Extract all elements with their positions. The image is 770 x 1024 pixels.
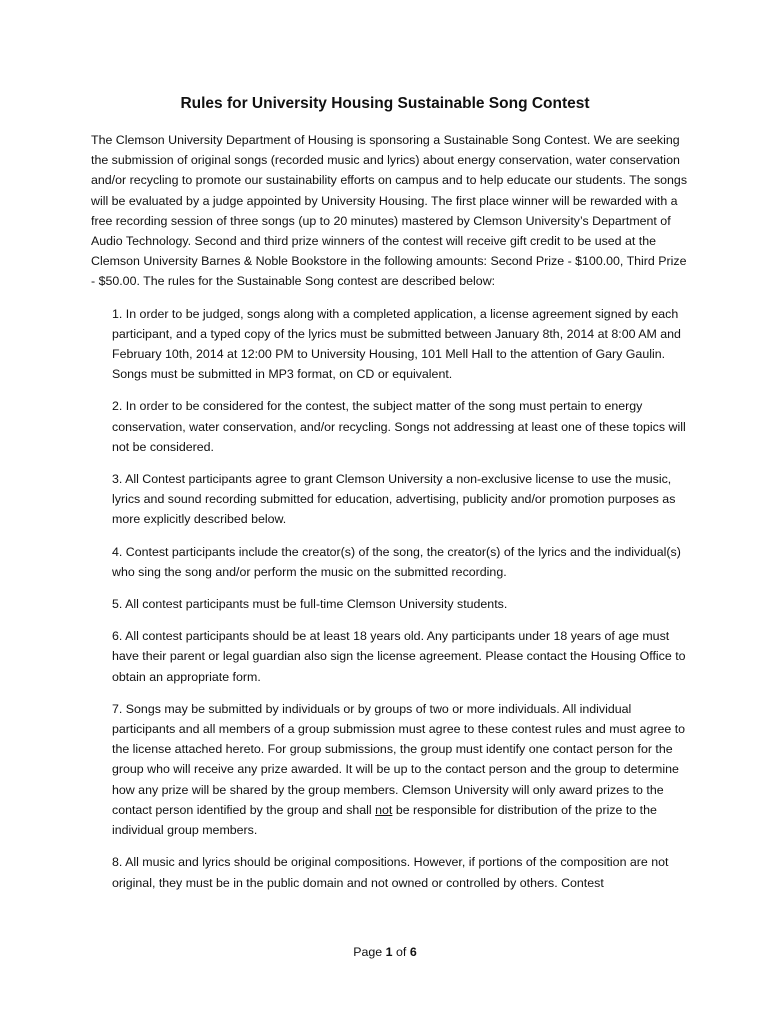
rule-7-text-after: be responsible for distribution of the prize to the individual group members. [112, 802, 657, 838]
rule-8: 8. All music and lyrics should be original compositions. However, if portions of the composition are not original, they must be in the public domain and not owned or controlled by others. Contest [112, 855, 669, 890]
rule-1: 1. In order to be judged, songs along with a completed application, a license agreement signed by each participant, and a typed copy of the lyrics must be submitted between January 8th, 2014 at 8:00 AM and February 10th, 2014 at 12:00 PM to University Housing, 101 Mell Hall to the attention of Gary Gaulin. Songs must be submitted in MP3 format, on CD or equivalent. [112, 306, 681, 382]
of-word: of [396, 945, 407, 959]
document-body [91, 130, 691, 905]
page-footer [0, 943, 770, 961]
rule-5: 5. All contest participants must be full-time Clemson University students. [112, 597, 508, 612]
rule-6: 6. All contest participants should be at least 18 years old. Any participants under 18 years of age must have their parent or legal guardian also sign the license agreement. Please contact the Housing Office to obtain an appropriate form. [112, 629, 686, 684]
rule-3: 3. All Contest participants agree to grant Clemson University a non-exclusive license to use the music, lyrics and sound recording submitted for education, advertising, publicity and/or promotion purposes as more explicitly described below. [112, 472, 676, 527]
rule-2: 2. In order to be considered for the contest, the subject matter of the song must pertain to energy conservation, water conservation, and/or recycling. Songs not addressing at least one of these topics will not be considered. [112, 399, 686, 454]
rule-7 [112, 699, 691, 840]
page-word: Page [353, 945, 383, 959]
rule-7-text-before: 7. Songs may be submitted by individuals or by groups of two or more individuals. All individual participants and all members of a group submission must agree to these contest rules and must agree to the license attached hereto. For group submissions, the group must identify one contact person for the group who will receive any prize awarded. It will be up to the contact person and the group to determine how any prize will be shared by the group members. Clemson University will only award prizes to the contact person identified by the group and shall [112, 701, 686, 817]
page-total-number: 6 [409, 945, 417, 959]
intro-paragraph: The Clemson University Department of Housing is sponsoring a Sustainable Song Contest. We are seeking the submission of original songs (recorded music and lyrics) about energy conservation, water conservation and/or recycling to promote our sustainability efforts on campus and to help educate our students. The songs will be evaluated by a judge appointed by University Housing. The first place winner will be rewarded with a free recording session of three songs (up to 20 minutes) mastered by Clemson University’s Department of Audio Technology. Second and third prize winners of the contest will receive gift credit to be used at the Clemson University Barnes & Noble Bookstore in the following amounts: Second Prize - $100.00, Third Prize - $50.00. The rules for the Sustainable Song contest are described below: [91, 133, 688, 289]
rule-4: 4. Contest participants include the creator(s) of the song, the creator(s) of the lyrics and the individual(s) who sing the song and/or perform the music on the submitted recording. [112, 544, 681, 579]
rule-7-underlined-word: not [375, 802, 393, 817]
document-title: Rules for University Housing Sustainable Song Contest [180, 95, 590, 112]
page-current-number: 1 [385, 945, 393, 959]
